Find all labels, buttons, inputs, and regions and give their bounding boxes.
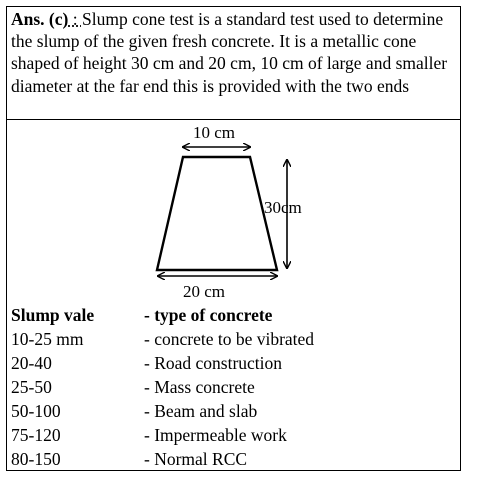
concrete-type: - Road construction [144, 353, 283, 373]
concrete-type: - concrete to be vibrated [144, 329, 315, 349]
slump-value: 25-50 [11, 377, 52, 397]
slump-table [11, 303, 451, 471]
table-row [11, 399, 451, 423]
table-header-row [11, 303, 451, 327]
concrete-type: - Mass concrete [144, 377, 255, 397]
height-label: 30cm [264, 198, 302, 217]
answer-label-suffix: : [68, 9, 82, 29]
answer-text: Slump cone test is a standard test used to determine the slump of the given fresh concrete. It is a metallic cone shaped of height 30 cm and 20 cm, 10 cm of large and smaller diameter at the far end this is provided with the two ends [11, 9, 448, 96]
answer-label [11, 9, 68, 29]
header-type: - type of concrete [144, 305, 273, 325]
bottom-diameter-label: 20 cm [183, 282, 226, 301]
table-row [11, 327, 451, 351]
slump-value: 75-120 [11, 425, 61, 445]
concrete-type: - Beam and slab [144, 401, 258, 421]
top-diameter-label: 10 cm [193, 123, 236, 142]
slump-cone-shape [157, 157, 277, 270]
concrete-type: - Impermeable work [144, 425, 287, 445]
table-row [11, 423, 451, 447]
slump-value: 20-40 [11, 353, 52, 373]
slump-value: 10-25 mm [11, 329, 84, 349]
slump-value: 50-100 [11, 401, 61, 421]
table-row [11, 351, 451, 375]
slump-value: 80-150 [11, 449, 61, 469]
slump-cone-diagram [0, 120, 485, 310]
answer-paragraph [11, 8, 457, 97]
header-slump: Slump vale [11, 305, 95, 325]
table-row [11, 375, 451, 399]
concrete-type: - Normal RCC [144, 449, 248, 469]
answer-label-text: Ans. (c) [11, 9, 69, 29]
table-row [11, 447, 451, 471]
